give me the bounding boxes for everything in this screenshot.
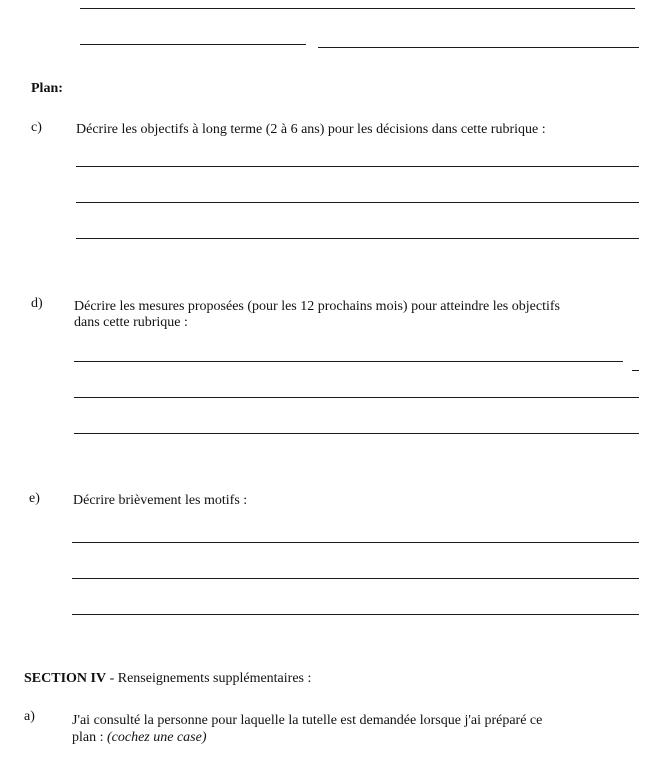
answer-line[interactable] bbox=[80, 44, 306, 45]
item-d-text-line1: Décrire les mesures proposées (pour les 12 prochains mois) pour atteindre les objectifs bbox=[74, 299, 560, 314]
item-a-text-line2 bbox=[72, 729, 207, 747]
item-c-text: Décrire les objectifs à long terme (2 à 6 ans) pour les décisions dans cette rubrique : bbox=[76, 122, 546, 137]
section-iv-subtitle: - Renseignements supplémentaires : bbox=[106, 671, 312, 686]
answer-line[interactable] bbox=[72, 614, 639, 615]
answer-line[interactable] bbox=[74, 433, 639, 434]
answer-line[interactable] bbox=[74, 397, 639, 398]
item-c-marker: c) bbox=[31, 120, 42, 135]
item-a-instruction: (cochez une case) bbox=[107, 730, 207, 745]
answer-line[interactable] bbox=[632, 370, 639, 371]
answer-line[interactable] bbox=[318, 47, 639, 48]
section-iv-heading bbox=[24, 670, 311, 688]
plan-heading: Plan: bbox=[31, 81, 63, 96]
answer-line[interactable] bbox=[76, 238, 639, 239]
answer-line[interactable] bbox=[76, 202, 639, 203]
section-iv-title: SECTION IV bbox=[24, 671, 107, 686]
item-d-marker: d) bbox=[31, 296, 43, 311]
item-d-text-line2: dans cette rubrique : bbox=[74, 315, 188, 330]
answer-line[interactable] bbox=[76, 166, 639, 167]
answer-line[interactable] bbox=[80, 8, 635, 9]
item-e-marker: e) bbox=[29, 491, 40, 506]
answer-line[interactable] bbox=[72, 542, 639, 543]
item-e-text: Décrire brièvement les motifs : bbox=[73, 493, 248, 508]
item-a-marker: a) bbox=[24, 709, 35, 724]
answer-line[interactable] bbox=[72, 578, 639, 579]
item-a-plan-label: plan : bbox=[72, 730, 107, 745]
answer-line[interactable] bbox=[74, 361, 623, 362]
item-a-text-line1: J'ai consulté la personne pour laquelle la tutelle est demandée lorsque j'ai préparé ce bbox=[72, 713, 543, 728]
